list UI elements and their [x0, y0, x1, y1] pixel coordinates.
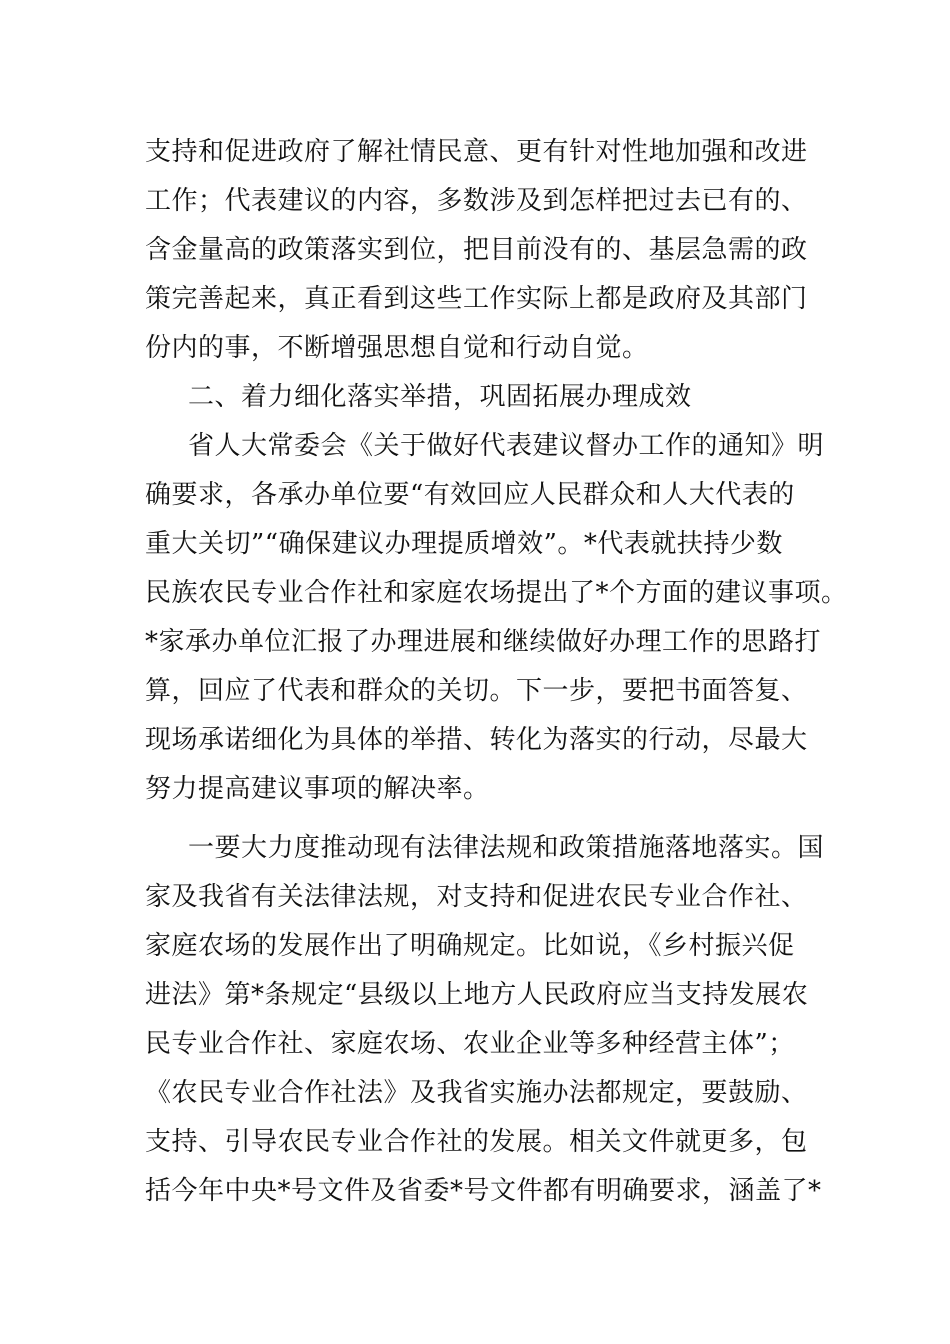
- text-line: 《农民专业合作社法》及我省实施办法都规定，要鼓励、: [145, 1078, 808, 1108]
- text-line: 民族农民专业合作社和家庭农场提出了*个方面的建议事项。: [145, 578, 848, 608]
- text-line: 份内的事，不断增强思想自觉和行动自觉。: [145, 333, 649, 363]
- text-line: 民专业合作社、家庭农场、农业企业等多种经营主体”；: [145, 1029, 795, 1059]
- text-line: 策完善起来，真正看到这些工作实际上都是政府及其部门: [145, 284, 808, 314]
- text-line: 一要大力度推动现有法律法规和政策措施落地落实。国: [188, 833, 825, 863]
- text-line: 现场承诺细化为具体的举措、转化为落实的行动，尽最大: [145, 725, 808, 755]
- text-line: 进法》第*条规定“县级以上地方人民政府应当支持发展农: [145, 980, 809, 1010]
- text-line: *家承办单位汇报了办理进展和继续做好办理工作的思路打: [145, 627, 822, 657]
- text-line: 努力提高建议事项的解决率。: [145, 774, 490, 804]
- text-line: 括今年中央*号文件及省委*号文件都有明确要求，涵盖了*: [145, 1176, 822, 1206]
- text-line: 重大关切”“确保建议办理提质增效”。*代表就扶持少数: [145, 529, 783, 559]
- text-line: 家及我省有关法律法规，对支持和促进农民专业合作社、: [145, 882, 808, 912]
- text-line: 工作；代表建议的内容，多数涉及到怎样把过去已有的、: [145, 186, 808, 216]
- text-line: 算，回应了代表和群众的关切。下一步，要把书面答复、: [145, 676, 808, 706]
- text-line: 含金量高的政策落实到位，把目前没有的、基层急需的政: [145, 235, 808, 265]
- text-line: 省人大常委会《关于做好代表建议督办工作的通知》明: [188, 431, 825, 461]
- text-line: 确要求，各承办单位要“有效回应人民群众和人大代表的: [145, 480, 795, 510]
- section-heading: 二、着力细化落实举措，巩固拓展办理成效: [188, 382, 692, 412]
- text-line: 支持、引导农民专业合作社的发展。相关文件就更多，包: [145, 1127, 808, 1157]
- text-line: 支持和促进政府了解社情民意、更有针对性地加强和改进: [145, 137, 808, 167]
- text-line: 家庭农场的发展作出了明确规定。比如说，《乡村振兴促: [145, 931, 795, 961]
